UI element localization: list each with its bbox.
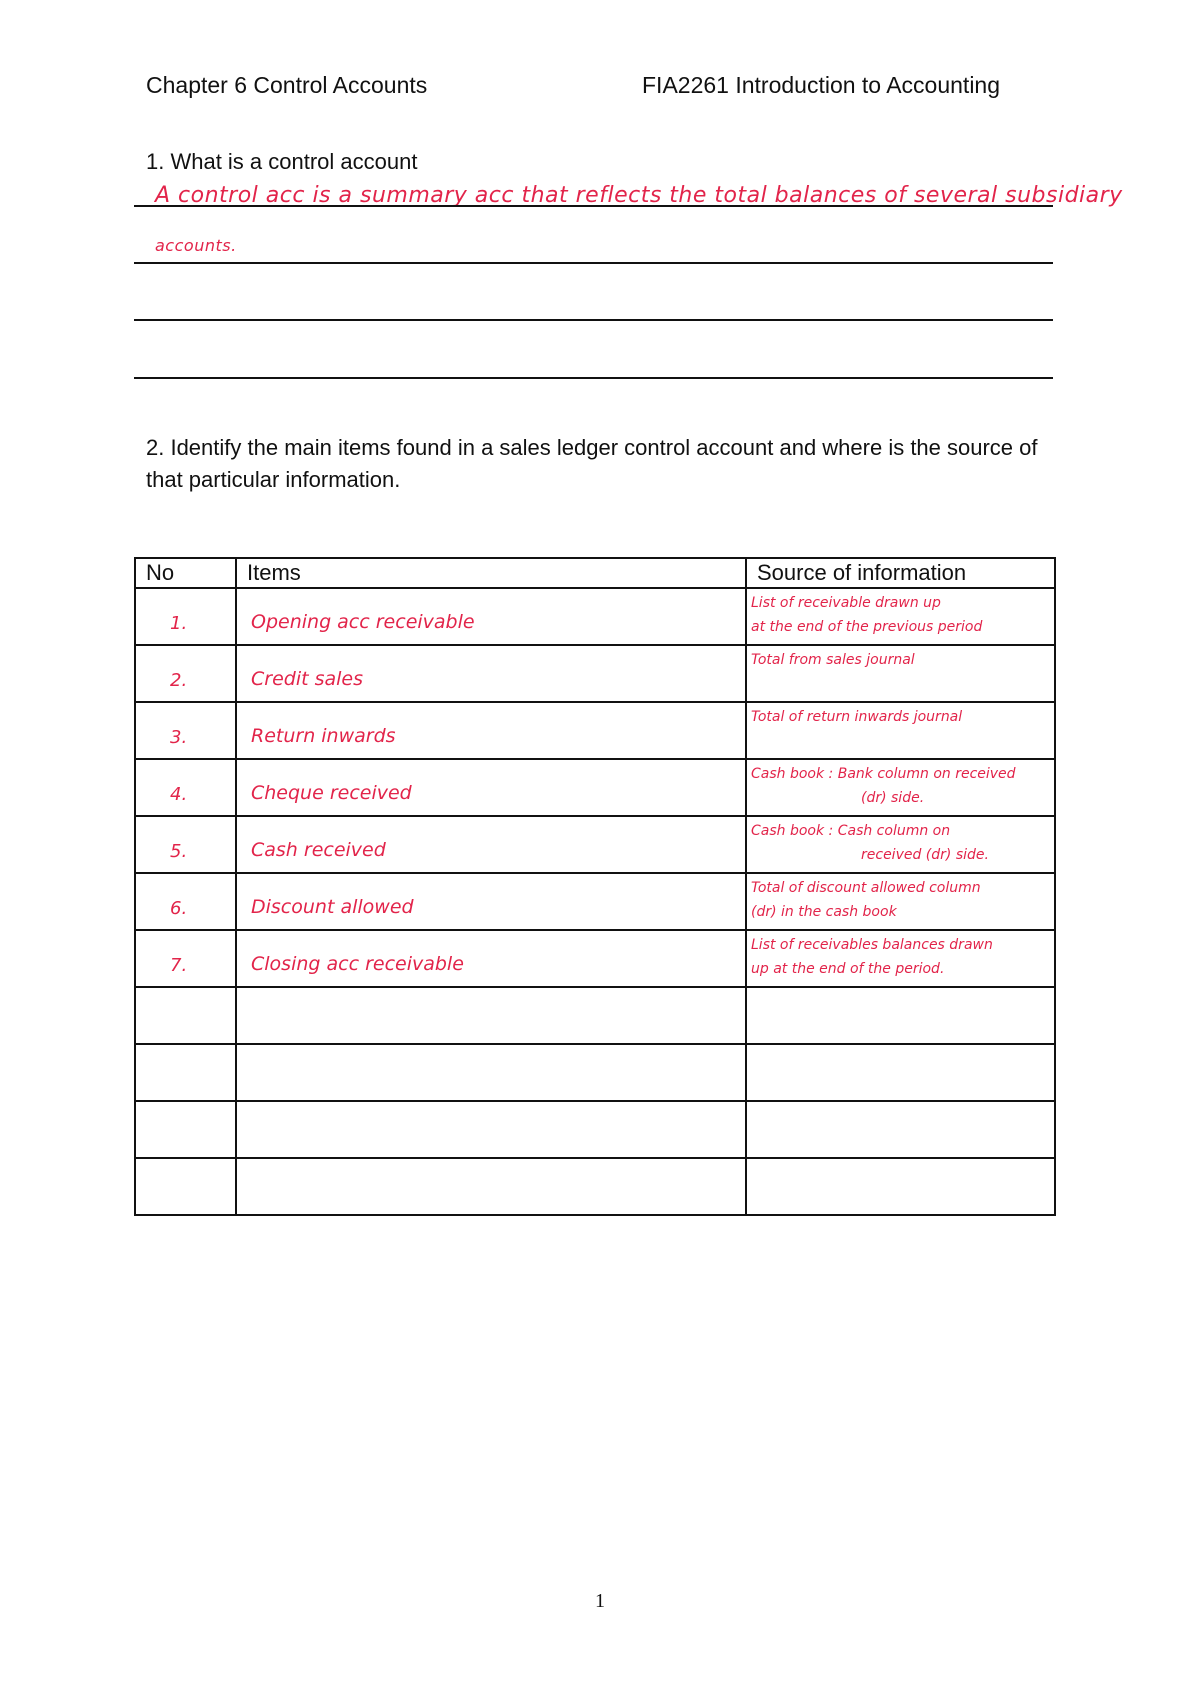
source-line: Total of discount allowed column bbox=[751, 880, 981, 896]
header-items: Items bbox=[236, 558, 746, 588]
row-source bbox=[747, 760, 1054, 810]
row-source bbox=[747, 874, 1054, 924]
row-number bbox=[136, 1102, 235, 1126]
row-source bbox=[747, 589, 1054, 639]
table-row bbox=[135, 588, 1055, 645]
row-number bbox=[136, 1159, 235, 1183]
row-source bbox=[747, 1045, 1054, 1047]
table-row bbox=[135, 1101, 1055, 1158]
row-number: 7. bbox=[170, 955, 188, 976]
row-item: Credit sales bbox=[251, 668, 364, 690]
answer-rule-4 bbox=[134, 377, 1053, 379]
source-line: Cash book : Bank column on received bbox=[751, 766, 1016, 782]
row-item: Cash received bbox=[251, 839, 386, 861]
row-number: 3. bbox=[170, 727, 188, 748]
row-source bbox=[747, 1159, 1054, 1161]
header-source: Source of information bbox=[746, 558, 1055, 588]
row-item: Return inwards bbox=[251, 725, 396, 747]
answer-1-line-1: A control acc is a summary acc that reflects the total balances of several subsidiary bbox=[155, 183, 1123, 208]
source-line: List of receivables balances drawn bbox=[751, 937, 993, 953]
row-number: 6. bbox=[170, 898, 188, 919]
table-row bbox=[135, 759, 1055, 816]
table-row bbox=[135, 702, 1055, 759]
question-2: 2. Identify the main items found in a sales ledger control account and where is the source of that particular information. bbox=[146, 435, 1038, 492]
page-number: 1 bbox=[595, 1590, 605, 1612]
table-row bbox=[135, 816, 1055, 873]
row-source bbox=[747, 988, 1054, 990]
row-number bbox=[136, 1045, 235, 1069]
source-line: (dr) side. bbox=[861, 790, 925, 806]
source-line: received (dr) side. bbox=[861, 847, 989, 863]
row-item: Opening acc receivable bbox=[251, 611, 475, 633]
source-line: List of receivable drawn up bbox=[751, 595, 941, 611]
row-source bbox=[747, 931, 1054, 981]
row-number: 5. bbox=[170, 841, 188, 862]
row-source bbox=[747, 1102, 1054, 1104]
row-item: Closing acc receivable bbox=[251, 953, 464, 975]
row-item bbox=[237, 1102, 745, 1124]
sales-ledger-items-table bbox=[134, 557, 1056, 1216]
table-row bbox=[135, 930, 1055, 987]
source-line: up at the end of the period. bbox=[751, 961, 945, 977]
answer-rule-1 bbox=[134, 205, 1053, 207]
row-item: Cheque received bbox=[251, 782, 412, 804]
answer-1-line-2: accounts. bbox=[155, 236, 237, 255]
source-line: Total of return inwards journal bbox=[751, 709, 963, 725]
row-item bbox=[237, 1159, 745, 1181]
row-item bbox=[237, 988, 745, 1010]
course-title: FIA2261 Introduction to Accounting bbox=[642, 72, 1001, 98]
row-item: Discount allowed bbox=[251, 896, 414, 918]
table-row bbox=[135, 1044, 1055, 1101]
row-source bbox=[747, 646, 1054, 672]
table-row bbox=[135, 1158, 1055, 1215]
question-1: 1. What is a control account bbox=[146, 149, 418, 174]
source-line: Total from sales journal bbox=[751, 652, 915, 668]
row-source bbox=[747, 703, 1054, 729]
row-item bbox=[237, 1045, 745, 1067]
source-line: (dr) in the cash book bbox=[751, 904, 897, 920]
header-no: No bbox=[135, 558, 236, 588]
table-header-row bbox=[135, 558, 1055, 588]
row-source bbox=[747, 817, 1054, 867]
row-number bbox=[136, 988, 235, 1012]
row-number: 4. bbox=[170, 784, 188, 805]
source-line: at the end of the previous period bbox=[751, 619, 983, 635]
answer-rule-3 bbox=[134, 319, 1053, 321]
answer-rule-2 bbox=[134, 262, 1053, 264]
row-number: 1. bbox=[170, 613, 188, 634]
row-number: 2. bbox=[170, 670, 188, 691]
chapter-title: Chapter 6 Control Accounts bbox=[146, 72, 428, 98]
table-row bbox=[135, 645, 1055, 702]
source-line: Cash book : Cash column on bbox=[751, 823, 951, 839]
table-row bbox=[135, 987, 1055, 1044]
table-row bbox=[135, 873, 1055, 930]
